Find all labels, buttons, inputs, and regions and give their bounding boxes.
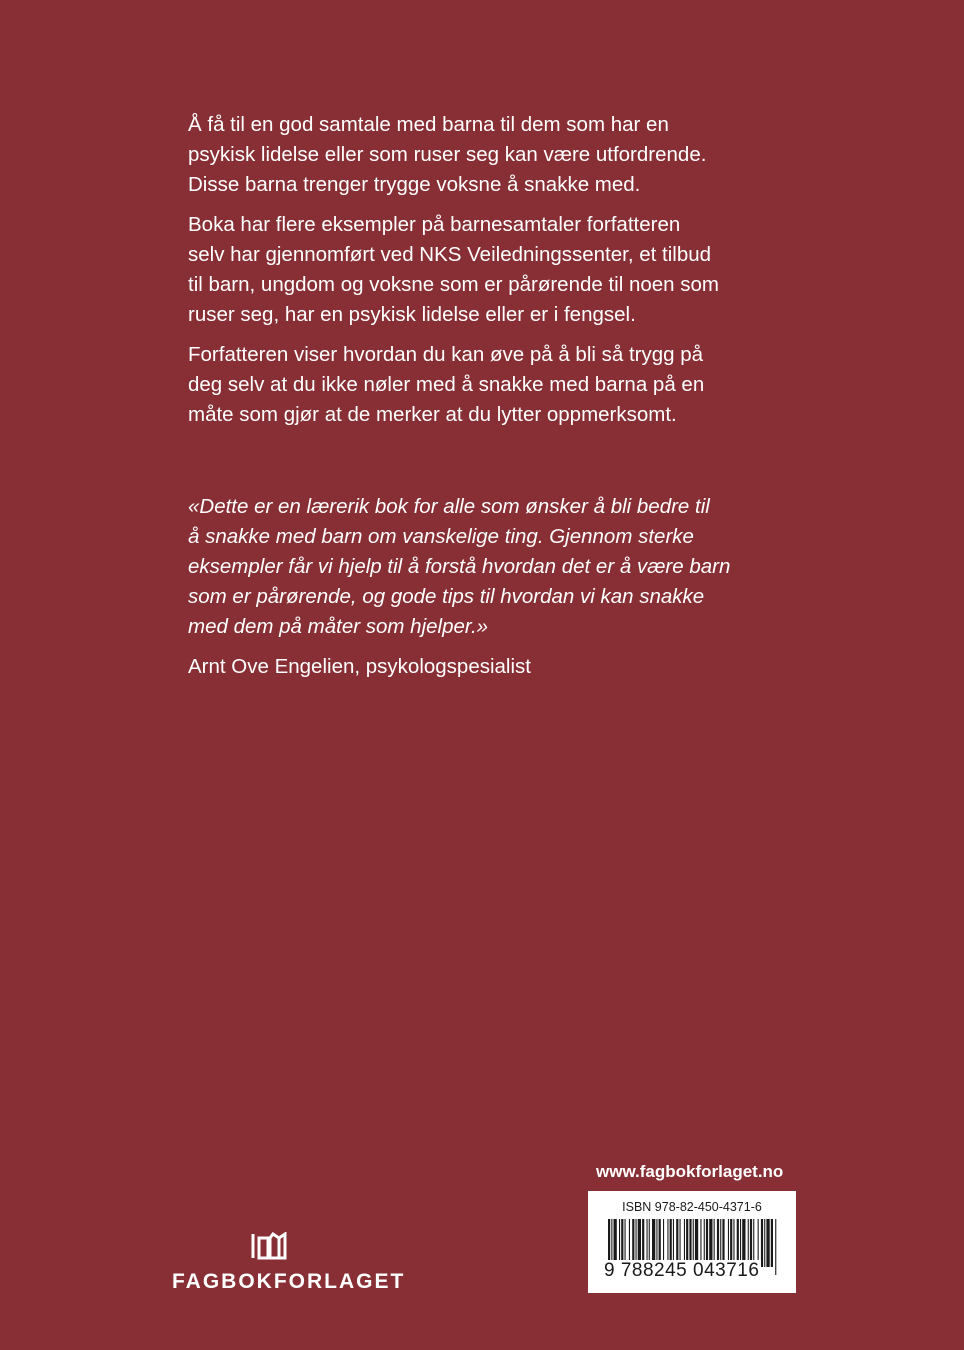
barcode-bar (771, 1219, 773, 1267)
isbn-label: ISBN 978-82-450-4371-6 (622, 1200, 762, 1214)
description-paragraph-1: Å få til en god samtale med barna til dem som har en psykisk lidelse eller som ruser seg kan være utfordrende. Disse barna trenger trygge voksne å snakke med. (188, 113, 707, 196)
publisher-website: www.fagbokforlaget.no (596, 1162, 784, 1181)
barcode-bar (775, 1219, 776, 1275)
back-cover-text (188, 110, 808, 682)
description-paragraph-3: Forfatteren viser hvordan du kan øve på å bli så trygg på deg selv at du ikke nøler med å snakke med barna på en måte som gjør at de merker at du lytter oppmerksomt. (188, 343, 705, 426)
barcode-bar (766, 1219, 769, 1267)
publisher-logo (172, 1232, 406, 1294)
open-book-icon (249, 1232, 289, 1262)
publisher-name: FAGBOKFORLAGET (172, 1270, 406, 1293)
barcode-digits: 9 788245 043716 (604, 1260, 760, 1281)
barcode-bar (764, 1219, 765, 1267)
description-paragraph-2: Boka har flere eksempler på barnesamtaler forfatteren selv har gjennomført ved NKS Veiledningssenter, et tilbud til barn, ungdom og voksne som er pårørende til noen som ruser seg, har en psykisk lidelse eller er i fengsel. (188, 213, 719, 326)
isbn-barcode-box (588, 1191, 796, 1293)
endorsement-quote: «Dette er en lærerik bok for alle som ønsker å bli bedre til å snakke med barn om vanskelige ting. Gjennom sterke eksempler får vi hjelp til å forstå hvordan det er å være barn som er pårørende, og gode tips til hvordan vi kan snakke med dem på måter som hjelper.» (188, 495, 731, 638)
quote-attribution: Arnt Ove Engelien, psykologspesialist (188, 655, 531, 678)
